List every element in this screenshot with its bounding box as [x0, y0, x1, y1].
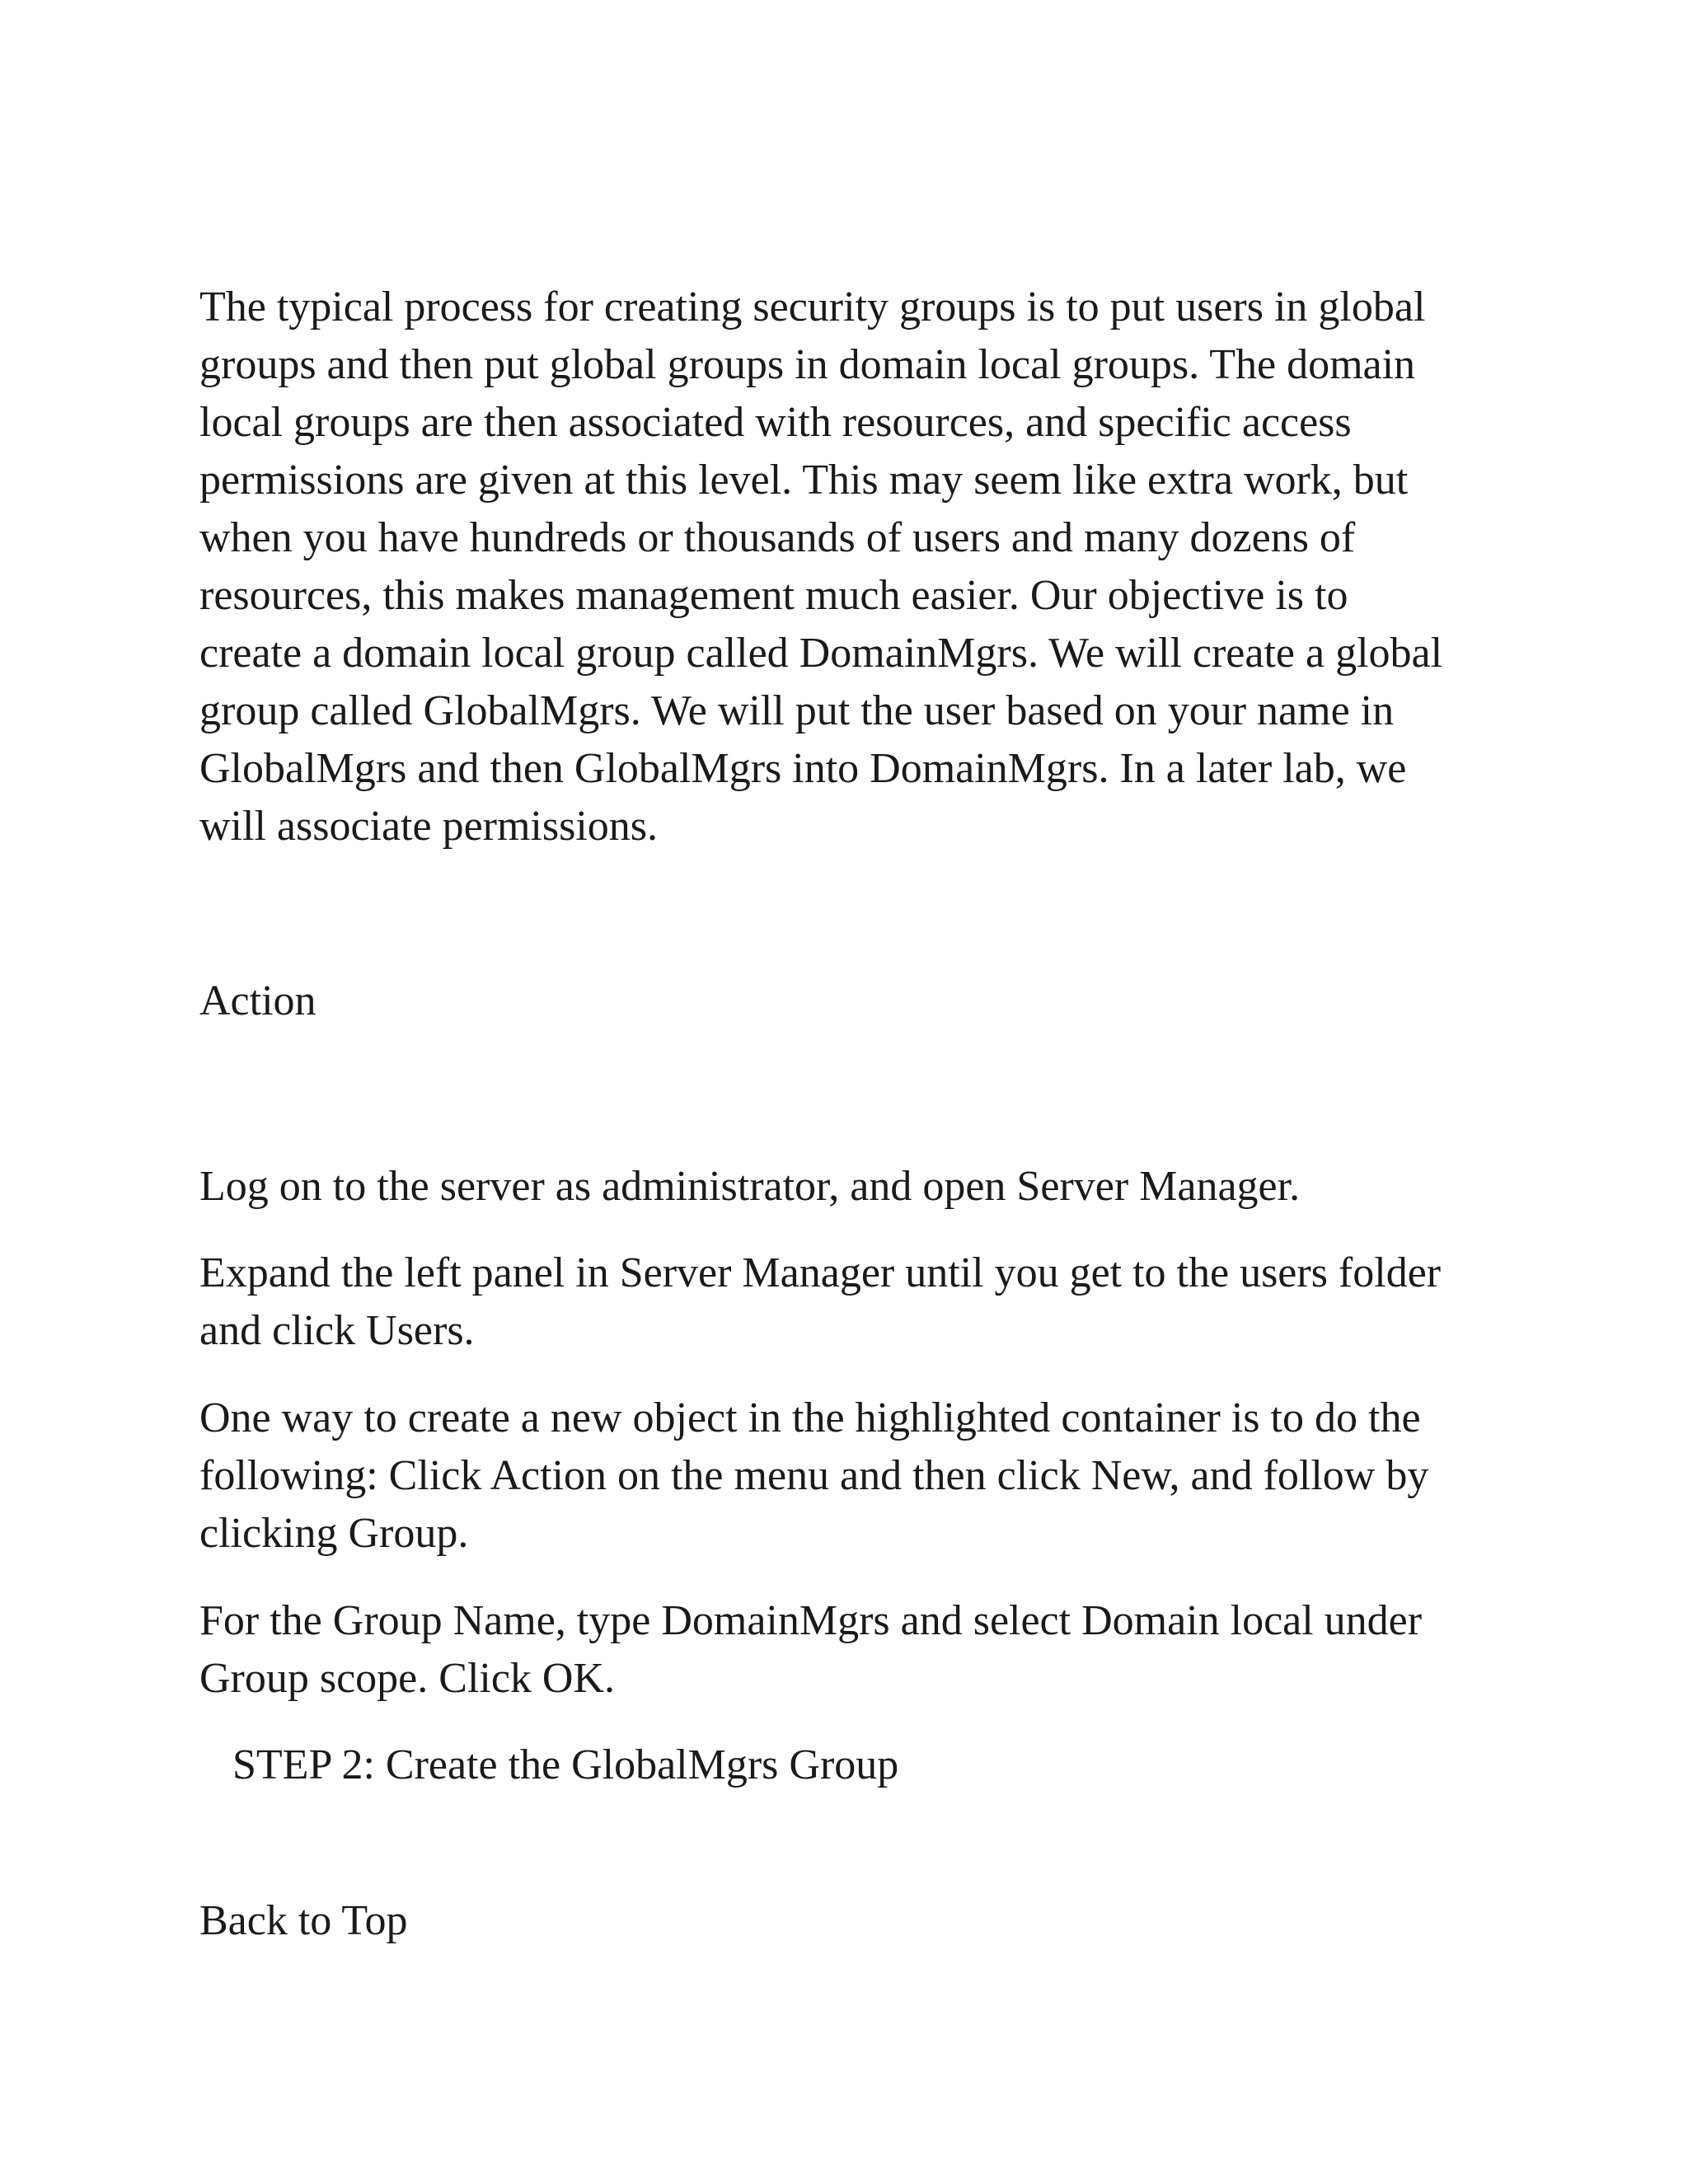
- intro-line: when you have hundreds or thousands of users and many dozens of: [199, 514, 1356, 561]
- step-line: Log on to the server as administrator, and open Server Manager.: [199, 1163, 1301, 1210]
- intro-paragraph: [199, 279, 1518, 855]
- intro-line: GlobalMgrs and then GlobalMgrs into DomainMgrs. In a later lab, we: [199, 745, 1407, 792]
- step-create-object: [199, 1390, 1518, 1563]
- action-heading: Action: [199, 977, 316, 1024]
- step-line: and click Users.: [199, 1307, 475, 1354]
- step-line: Group scope. Click OK.: [199, 1655, 616, 1702]
- step-line: following: Click Action on the menu and then click New, and follow by: [199, 1452, 1429, 1499]
- step-line: For the Group Name, type DomainMgrs and select Domain local under: [199, 1597, 1423, 1644]
- step-line: clicking Group.: [199, 1510, 469, 1557]
- intro-line: local groups are then associated with resources, and specific access: [199, 399, 1352, 446]
- step2-link[interactable]: STEP 2: Create the GlobalMgrs Group: [232, 1741, 899, 1788]
- step-expand-panel: [199, 1244, 1518, 1360]
- intro-line: create a domain local group called DomainMgrs. We will create a global: [199, 630, 1443, 677]
- intro-line: permissions are given at this level. This may seem like extra work, but: [199, 457, 1409, 504]
- intro-line: group called GlobalMgrs. We will put the user based on your name in: [199, 687, 1395, 734]
- step-log-on: [199, 1158, 1518, 1216]
- step-line: One way to create a new object in the highlighted container is to do the: [199, 1394, 1421, 1441]
- back-to-top-link[interactable]: Back to Top: [199, 1897, 408, 1944]
- intro-line: resources, this makes management much easier. Our objective is to: [199, 572, 1348, 619]
- intro-line: groups and then put global groups in domain local groups. The domain: [199, 341, 1416, 388]
- intro-line: The typical process for creating security groups is to put users in global: [199, 284, 1426, 330]
- step-group-name: [199, 1592, 1518, 1708]
- step-line: Expand the left panel in Server Manager until you get to the users folder: [199, 1249, 1442, 1296]
- intro-line: will associate permissions.: [199, 803, 659, 850]
